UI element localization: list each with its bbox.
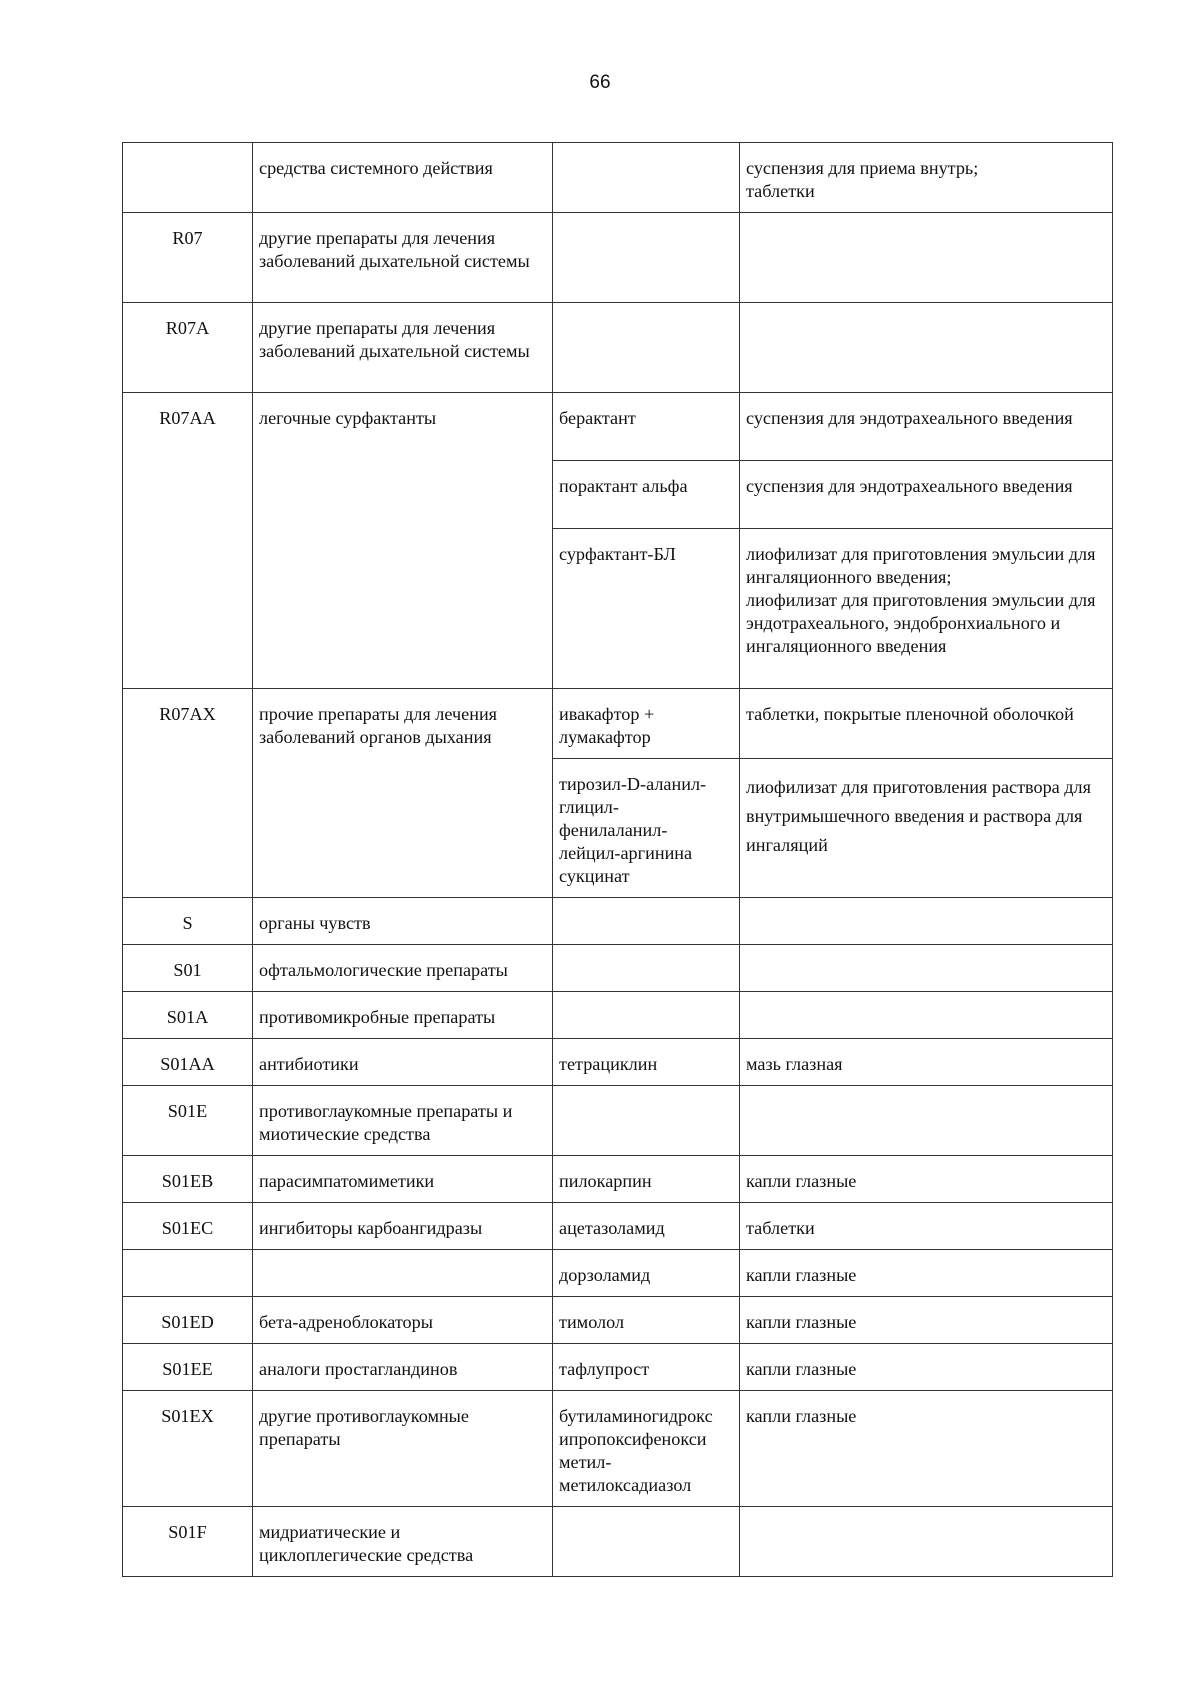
group-name-cell: мидриатические и циклоплегические средства bbox=[253, 1507, 553, 1577]
atc-code-cell bbox=[123, 1250, 253, 1297]
dosage-form-cell bbox=[740, 992, 1113, 1039]
dosage-form-line: лиофилизат для приготовления эмульсии для эндотрахеального, эндобронхиального и ингаляционного введения bbox=[746, 590, 1096, 656]
dosage-form-cell bbox=[740, 1086, 1113, 1156]
dosage-form-line: таблетки bbox=[746, 181, 815, 201]
dosage-form-cell bbox=[740, 1507, 1113, 1577]
atc-code-cell: S01E bbox=[123, 1086, 253, 1156]
dosage-form-cell bbox=[740, 945, 1113, 992]
drug-name-line: фенилаланил- bbox=[559, 820, 668, 840]
group-name-cell: аналоги простагландинов bbox=[253, 1344, 553, 1391]
dosage-form-cell bbox=[740, 303, 1113, 393]
dosage-form-cell: капли глазные bbox=[740, 1297, 1113, 1344]
table-row bbox=[123, 992, 1113, 1039]
table-row bbox=[123, 303, 1113, 393]
dosage-form-cell bbox=[740, 529, 1113, 689]
drug-name-cell bbox=[553, 759, 740, 898]
drug-name-cell bbox=[553, 143, 740, 213]
table-row bbox=[123, 1250, 1113, 1297]
group-name-cell: средства системного действия bbox=[253, 143, 553, 213]
atc-code-cell: R07AX bbox=[123, 689, 253, 898]
drug-name-line: сукцинат bbox=[559, 866, 630, 886]
table-row bbox=[123, 213, 1113, 303]
group-name-cell: антибиотики bbox=[253, 1039, 553, 1086]
drug-name-cell: сурфактант-БЛ bbox=[553, 529, 740, 689]
group-name-cell: прочие препараты для лечения заболеваний органов дыхания bbox=[253, 689, 553, 898]
dosage-form-line: лиофилизат для приготовления эмульсии для ингаляционного введения; bbox=[746, 544, 1096, 587]
drug-name-cell: ивакафтор + лумакафтор bbox=[553, 689, 740, 759]
atc-code-cell: S01EB bbox=[123, 1156, 253, 1203]
group-name-cell: другие препараты для лечения заболеваний дыхательной системы bbox=[253, 213, 553, 303]
atc-code-cell: S01EC bbox=[123, 1203, 253, 1250]
table-row bbox=[123, 898, 1113, 945]
drug-name-cell bbox=[553, 1507, 740, 1577]
table-row bbox=[123, 143, 1113, 213]
atc-code-cell: S01EE bbox=[123, 1344, 253, 1391]
atc-code-cell: S01AA bbox=[123, 1039, 253, 1086]
atc-code-cell: S01EX bbox=[123, 1391, 253, 1507]
drug-name-cell: берактант bbox=[553, 393, 740, 461]
atc-code-cell: R07 bbox=[123, 213, 253, 303]
table-row bbox=[123, 393, 1113, 461]
drug-name-line: бутиламиногидрокс bbox=[559, 1406, 713, 1426]
atc-code-cell: S01F bbox=[123, 1507, 253, 1577]
drug-name-line: глицил- bbox=[559, 797, 619, 817]
table-row bbox=[123, 1039, 1113, 1086]
drug-name-cell: тимолол bbox=[553, 1297, 740, 1344]
dosage-form-cell: капли глазные bbox=[740, 1391, 1113, 1507]
atc-code-cell: S01 bbox=[123, 945, 253, 992]
atc-code-cell: S01ED bbox=[123, 1297, 253, 1344]
drug-name-cell: тафлупрост bbox=[553, 1344, 740, 1391]
dosage-form-cell: капли глазные bbox=[740, 1156, 1113, 1203]
dosage-form-line: суспензия для приема внутрь; bbox=[746, 158, 979, 178]
atc-code-cell: R07A bbox=[123, 303, 253, 393]
atc-code-cell: S bbox=[123, 898, 253, 945]
group-name-cell bbox=[253, 1250, 553, 1297]
table-row bbox=[123, 1391, 1113, 1507]
drug-name-cell: дорзоламид bbox=[553, 1250, 740, 1297]
drug-name-cell bbox=[553, 945, 740, 992]
drug-name-line: лейцил-аргинина bbox=[559, 843, 693, 863]
dosage-form-cell: таблетки, покрытые пленочной оболочкой bbox=[740, 689, 1113, 759]
drug-name-cell: пилокарпин bbox=[553, 1156, 740, 1203]
group-name-cell: легочные сурфактанты bbox=[253, 393, 553, 689]
table-row bbox=[123, 1297, 1113, 1344]
dosage-form-cell: мазь глазная bbox=[740, 1039, 1113, 1086]
dosage-form-cell bbox=[740, 213, 1113, 303]
atc-code-cell: S01A bbox=[123, 992, 253, 1039]
table-row bbox=[123, 1507, 1113, 1577]
drug-name-cell bbox=[553, 992, 740, 1039]
table-row bbox=[123, 689, 1113, 759]
atc-code-cell: R07AA bbox=[123, 393, 253, 689]
drug-name-cell bbox=[553, 213, 740, 303]
drug-name-cell: ацетазоламид bbox=[553, 1203, 740, 1250]
dosage-form-cell: суспензия для эндотрахеального введения bbox=[740, 393, 1113, 461]
drug-name-cell bbox=[553, 1391, 740, 1507]
dosage-form-cell bbox=[740, 143, 1113, 213]
group-name-cell: парасимпатомиметики bbox=[253, 1156, 553, 1203]
table-row bbox=[123, 1203, 1113, 1250]
table-row bbox=[123, 1086, 1113, 1156]
page-number: 66 bbox=[589, 72, 611, 93]
drug-name-line: тирозил-D-аланил- bbox=[559, 774, 707, 794]
drug-name-line: ипропоксифенокси bbox=[559, 1429, 707, 1449]
dosage-form-cell: капли глазные bbox=[740, 1344, 1113, 1391]
group-name-cell: ингибиторы карбоангидразы bbox=[253, 1203, 553, 1250]
drug-name-line: метил- bbox=[559, 1452, 612, 1472]
group-name-cell: офтальмологические препараты bbox=[253, 945, 553, 992]
dosage-form-cell: суспензия для эндотрахеального введения bbox=[740, 461, 1113, 529]
dosage-form-cell bbox=[740, 898, 1113, 945]
table-row bbox=[123, 1344, 1113, 1391]
drug-name-cell: тетрациклин bbox=[553, 1039, 740, 1086]
table-row bbox=[123, 945, 1113, 992]
group-name-cell: противоглаукомные препараты и миотические средства bbox=[253, 1086, 553, 1156]
drug-name-cell bbox=[553, 1086, 740, 1156]
dosage-form-cell: лиофилизат для приготовления раствора для внутримышечного введения и раствора для ингаляций bbox=[740, 759, 1113, 898]
group-name-cell: другие препараты для лечения заболеваний дыхательной системы bbox=[253, 303, 553, 393]
drug-name-cell: порактант альфа bbox=[553, 461, 740, 529]
drug-table bbox=[122, 142, 1113, 1577]
dosage-form-cell: капли глазные bbox=[740, 1250, 1113, 1297]
group-name-cell: бета-адреноблокаторы bbox=[253, 1297, 553, 1344]
drug-name-line: метилоксадиазол bbox=[559, 1475, 692, 1495]
dosage-form-cell: таблетки bbox=[740, 1203, 1113, 1250]
drug-name-cell bbox=[553, 898, 740, 945]
drug-name-cell bbox=[553, 303, 740, 393]
group-name-cell: противомикробные препараты bbox=[253, 992, 553, 1039]
group-name-cell: органы чувств bbox=[253, 898, 553, 945]
group-name-cell: другие противоглаукомные препараты bbox=[253, 1391, 553, 1507]
atc-code-cell bbox=[123, 143, 253, 213]
table-row bbox=[123, 1156, 1113, 1203]
